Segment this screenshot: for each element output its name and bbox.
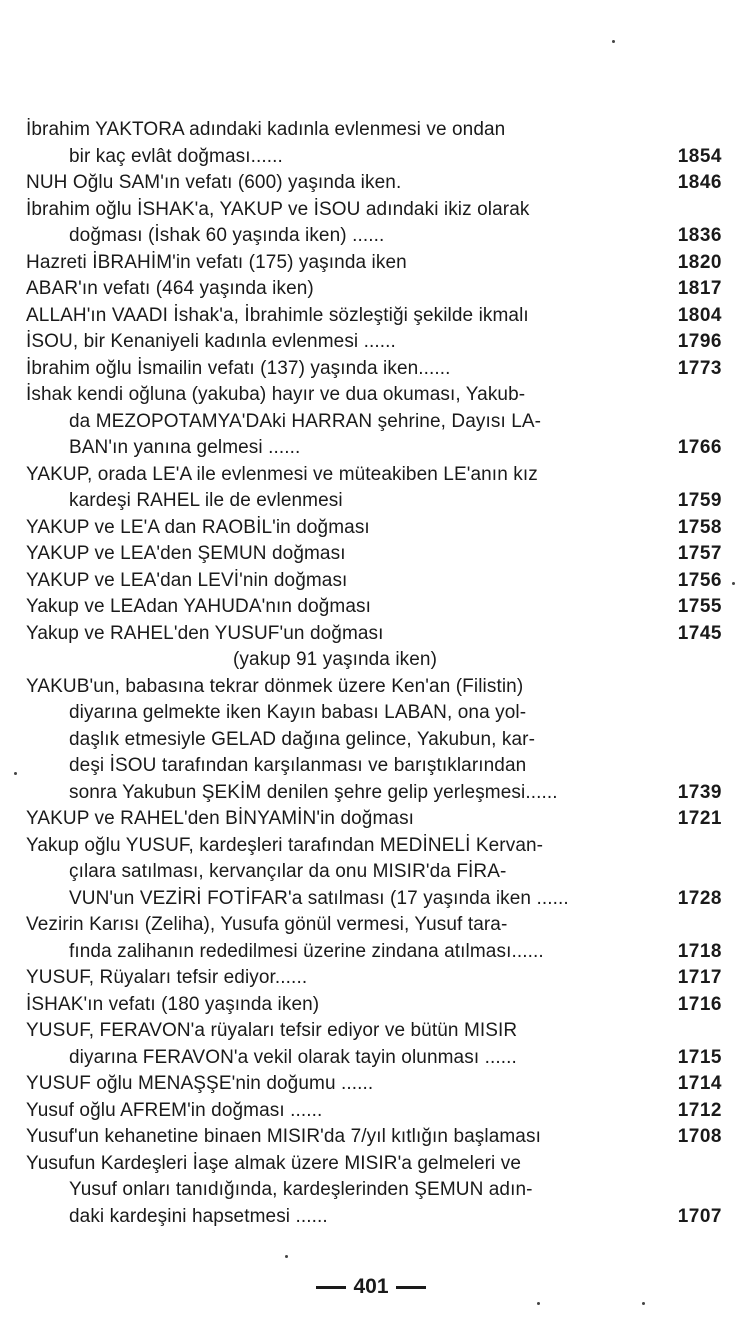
entry-year: 1796 <box>677 331 722 352</box>
entry-text: Yusufun Kardeşleri İaşe almak üzere MISIR'a gelmeleri ve <box>26 1152 522 1174</box>
entry-text: doğması (İshak 60 yaşında iken) ...... <box>69 225 385 246</box>
entry-text: Yakup ve LEAdan YAHUDA'nın doğması <box>26 596 372 617</box>
chronology-entry <box>26 1124 722 1151</box>
entry-text: ALLAH'ın VAADI İshak'a, İbrahimle sözleştiği şekilde ikmalı <box>26 304 529 326</box>
entry-year: 1757 <box>677 543 722 564</box>
entry-text: Yusuf onları tanıdığında, kardeşlerinden ŞEMUN adın- <box>69 1179 533 1200</box>
entry-text-line <box>26 1098 722 1125</box>
entry-continuation-line <box>26 939 722 966</box>
footer-dash-right <box>396 1286 426 1289</box>
entry-year: 1716 <box>677 993 722 1015</box>
chronology-entry <box>26 250 722 277</box>
entry-text-line <box>26 303 722 330</box>
entry-text: da MEZOPOTAMYA'DAki HARRAN şehrine, Dayısı LA- <box>69 410 542 432</box>
entry-continuation-line <box>26 727 722 754</box>
entry-text: YAKUP ve LEA'den ŞEMUN doğması <box>26 543 346 564</box>
chronology-entry <box>26 117 722 170</box>
scan-speck <box>642 1302 645 1305</box>
scan-speck <box>732 582 735 585</box>
entry-year: 1758 <box>677 516 722 538</box>
entry-year: 1820 <box>677 251 722 273</box>
entry-note <box>26 647 722 674</box>
entry-text: diyarına gelmekte iken Kayın babası LABAN, ona yol- <box>69 702 527 723</box>
entry-text: Hazreti İBRAHİM'in vefatı (175) yaşında iken <box>26 251 407 273</box>
chronology-entry <box>26 329 722 356</box>
entry-text-line <box>26 912 722 939</box>
entry-text: YUSUF oğlu MENAŞŞE'nin doğumu ...... <box>26 1073 374 1094</box>
entry-text: fında zalihanın rededilmesi üzerine zindana atılması...... <box>69 940 544 962</box>
entry-year: 1773 <box>677 357 722 379</box>
chronology-entry <box>26 621 722 674</box>
entry-text: Yusuf oğlu AFREM'in doğması ...... <box>26 1099 323 1121</box>
entry-continuation-line <box>26 1045 722 1072</box>
entry-note-text: (yakup 91 yaşında iken) <box>233 649 438 670</box>
entry-text-line <box>26 356 722 383</box>
entry-text-line <box>26 541 722 568</box>
chronology-entry <box>26 170 722 197</box>
entry-continuation-line <box>26 435 722 462</box>
entry-text: daşlık etmesiyle GELAD dağına gelince, Yakubun, kar- <box>69 728 536 750</box>
entry-year: 1739 <box>677 781 722 803</box>
entry-text: deşi İSOU tarafından karşılanması ve barıştıklarından <box>69 755 527 776</box>
chronology-entry <box>26 568 722 595</box>
entry-text: YAKUP ve LE'A dan RAOBİL'in doğması <box>26 516 370 538</box>
entry-year: 1714 <box>677 1073 722 1094</box>
entry-text-line <box>26 621 722 648</box>
chronology-entry <box>26 1018 722 1071</box>
entry-continuation-line <box>26 488 722 515</box>
entry-text: İSOU, bir Kenaniyeli kadınla evlenmesi ...... <box>26 331 396 352</box>
entry-text: YUSUF, Rüyaları tefsir ediyor...... <box>26 967 308 988</box>
entry-year: 1804 <box>677 304 722 326</box>
entry-text-line <box>26 965 722 992</box>
entry-text-line <box>26 1151 722 1178</box>
entry-continuation-line <box>26 1204 722 1231</box>
chronology-entry <box>26 462 722 515</box>
entry-text-line <box>26 329 722 356</box>
entry-year: 1755 <box>677 596 722 617</box>
chronology-entry <box>26 912 722 965</box>
entry-year: 1756 <box>677 569 722 591</box>
entry-text: sonra Yakubun ŞEKİM denilen şehre gelip yerleşmesi...... <box>69 781 558 803</box>
entry-year: 1728 <box>677 887 722 909</box>
entry-text: İSHAK'ın vefatı (180 yaşında iken) <box>26 993 320 1015</box>
entry-text: YAKUP ve RAHEL'den BİNYAMİN'in doğması <box>26 808 415 829</box>
entry-text: daki kardeşini hapsetmesi ...... <box>69 1205 328 1227</box>
entry-year: 1707 <box>677 1205 722 1227</box>
entry-text: kardeşi RAHEL ile de evlenmesi <box>69 490 343 511</box>
chronology-entry <box>26 674 722 807</box>
entry-text-line <box>26 515 722 542</box>
entry-text: YAKUB'un, babasına tekrar dönmek üzere Ken'an (Filistin) <box>26 675 524 697</box>
entry-year: 1854 <box>677 145 722 167</box>
entry-text: Vezirin Karısı (Zeliha), Yusufa gönül vermesi, Yusuf tara- <box>26 914 508 935</box>
entry-text: BAN'ın yanına gelmesi ...... <box>69 437 301 458</box>
page-number: 401 <box>353 1275 389 1298</box>
entry-text-line <box>26 250 722 277</box>
chronology-entry <box>26 1098 722 1125</box>
entry-text-line <box>26 1071 722 1098</box>
footer-dash-left <box>316 1286 346 1289</box>
entry-text: Yakup oğlu YUSUF, kardeşleri tarafından MEDİNELİ Kervan- <box>26 834 544 856</box>
entry-text-line <box>26 1018 722 1045</box>
entry-text: İbrahim oğlu İsmailin vefatı (137) yaşında iken...... <box>26 357 451 379</box>
entry-text-line <box>26 382 722 409</box>
chronology-entry <box>26 356 722 383</box>
entry-year: 1759 <box>677 490 722 511</box>
chronology-entry <box>26 992 722 1019</box>
chronology-entry <box>26 541 722 568</box>
entry-year: 1721 <box>677 808 722 829</box>
entry-text: çılara satılması, kervançılar da onu MISIR'da FİRA- <box>69 861 507 882</box>
entry-year: 1817 <box>677 278 722 299</box>
chronology-entry <box>26 382 722 462</box>
entry-text-line <box>26 833 722 860</box>
scan-speck <box>285 1255 288 1258</box>
chronology-entry <box>26 276 722 303</box>
entry-text: İbrahim YAKTORA adındaki kadınla evlenmesi ve ondan <box>26 119 506 140</box>
entry-text: İshak kendi oğluna (yakuba) hayır ve dua okuması, Yakub- <box>26 384 526 405</box>
chronology-entry <box>26 806 722 833</box>
entry-text-line <box>26 806 722 833</box>
entry-continuation-line <box>26 780 722 807</box>
entry-text: diyarına FERAVON'a vekil olarak tayin olunması ...... <box>69 1046 517 1068</box>
entry-text-line <box>26 117 722 144</box>
entry-text-line <box>26 462 722 489</box>
entry-text: YAKUP, orada LE'A ile evlenmesi ve müteakiben LE'anın kız <box>26 463 538 485</box>
entry-text: Yakup ve RAHEL'den YUSUF'un doğması <box>26 622 384 644</box>
entry-text-line <box>26 276 722 303</box>
entry-text-line <box>26 568 722 595</box>
chronology-list <box>26 117 722 1230</box>
entry-year: 1836 <box>677 225 722 246</box>
entry-year: 1766 <box>677 437 722 458</box>
entry-year: 1708 <box>677 1126 722 1147</box>
entry-text: bir kaç evlât doğması...... <box>69 145 283 167</box>
entry-text: VUN'un VEZİRİ FOTİFAR'a satılması (17 yaşında iken ...... <box>69 887 569 909</box>
entry-text-line <box>26 170 722 197</box>
entry-continuation-line <box>26 700 722 727</box>
entry-text: YAKUP ve LEA'dan LEVİ'nin doğması <box>26 569 348 591</box>
chronology-entry <box>26 303 722 330</box>
entry-text: İbrahim oğlu İSHAK'a, YAKUP ve İSOU adındaki ikiz olarak <box>26 198 530 220</box>
entry-text: Yusuf'un kehanetine binaen MISIR'da 7/yıl kıtlığın başlaması <box>26 1126 541 1147</box>
entry-text-line <box>26 992 722 1019</box>
scan-speck <box>14 772 17 775</box>
entry-text-line <box>26 1124 722 1151</box>
scan-speck <box>612 40 615 43</box>
entry-text: ABAR'ın vefatı (464 yaşında iken) <box>26 278 314 299</box>
chronology-entry <box>26 594 722 621</box>
entry-text-line <box>26 674 722 701</box>
entry-year: 1712 <box>677 1099 722 1121</box>
entry-text: YUSUF, FERAVON'a rüyaları tefsir ediyor ve bütün MISIR <box>26 1020 518 1041</box>
entry-year: 1717 <box>677 967 722 988</box>
chronology-entry <box>26 1071 722 1098</box>
chronology-entry <box>26 1151 722 1231</box>
entry-year: 1715 <box>677 1046 722 1068</box>
chronology-entry <box>26 197 722 250</box>
entry-continuation-line <box>26 886 722 913</box>
entry-year: 1745 <box>677 622 722 644</box>
entry-continuation-line <box>26 859 722 886</box>
entry-continuation-line <box>26 753 722 780</box>
scan-speck <box>537 1302 540 1305</box>
entry-text-line <box>26 197 722 224</box>
chronology-entry <box>26 965 722 992</box>
entry-year: 1846 <box>677 172 722 193</box>
chronology-entry <box>26 833 722 913</box>
entry-year: 1718 <box>677 940 722 962</box>
entry-continuation-line <box>26 409 722 436</box>
entry-text-line <box>26 594 722 621</box>
entry-continuation-line <box>26 1177 722 1204</box>
entry-continuation-line <box>26 144 722 171</box>
entry-text: NUH Oğlu SAM'ın vefatı (600) yaşında iken. <box>26 172 402 193</box>
page-footer <box>0 1273 742 1301</box>
entry-continuation-line <box>26 223 722 250</box>
chronology-entry <box>26 515 722 542</box>
